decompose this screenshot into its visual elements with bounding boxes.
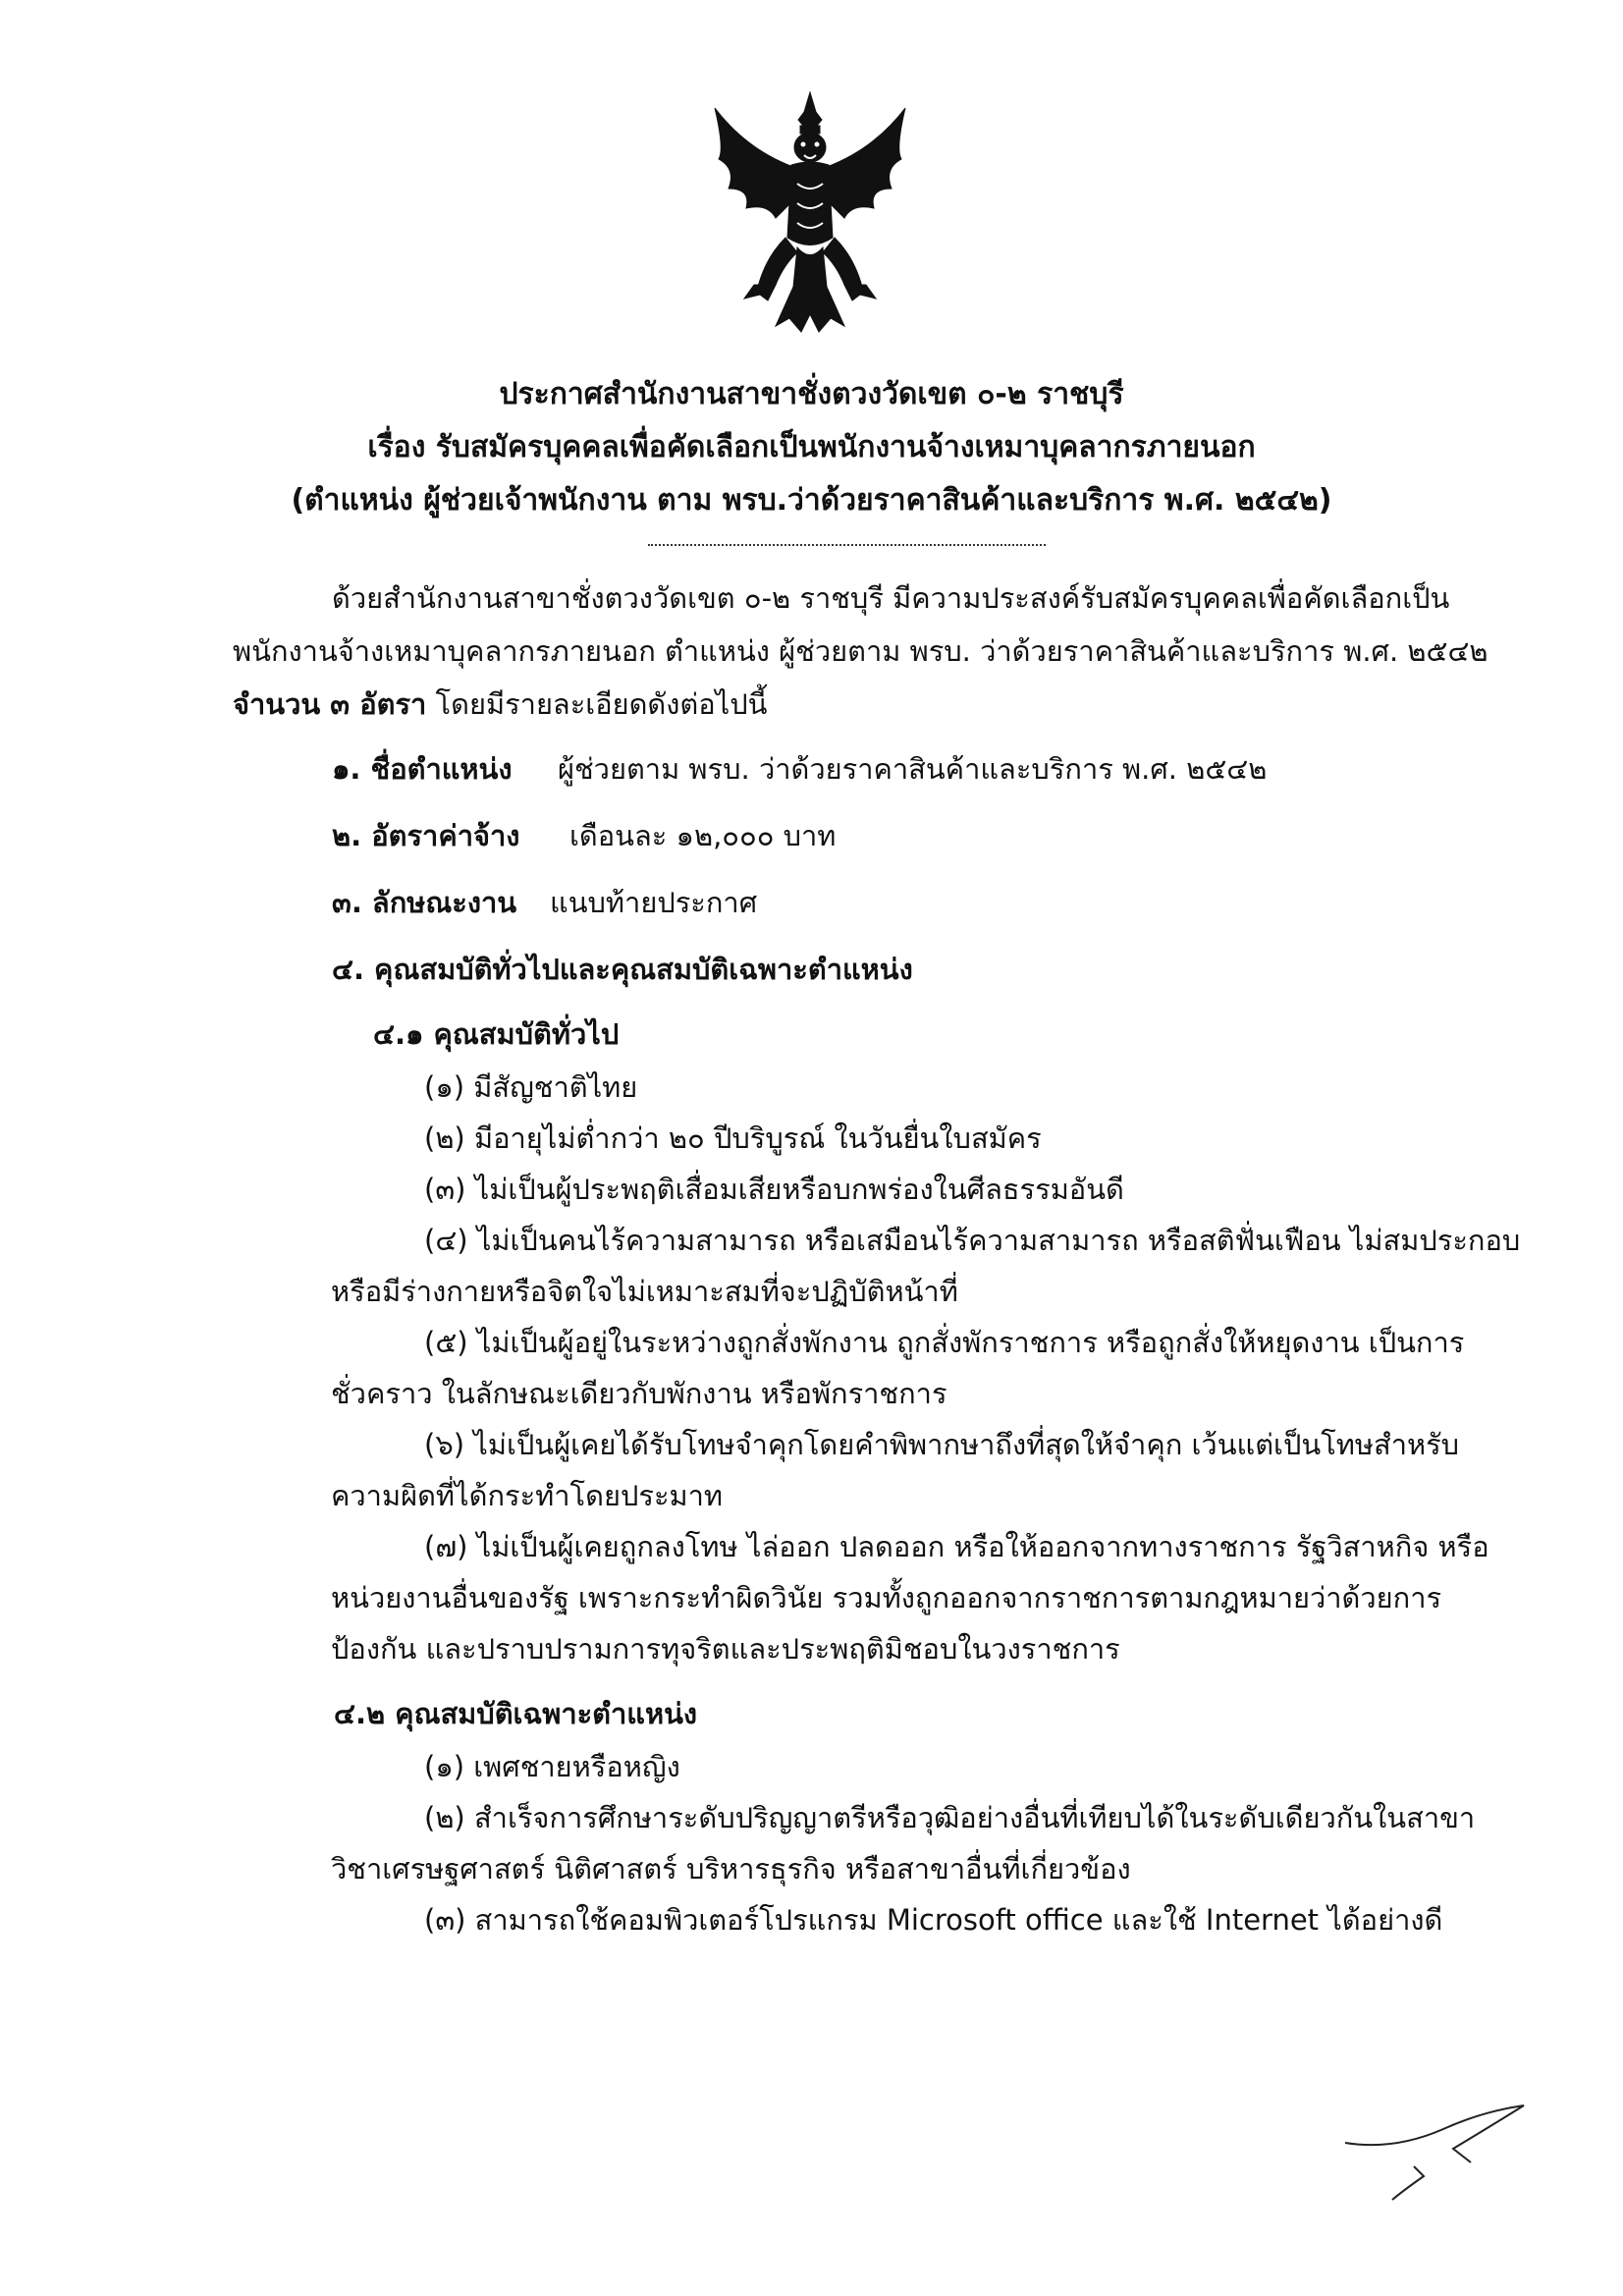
intro-line-1: ด้วยสำนักงานสาขาชั่งตวงวัดเขต ๐-๒ ราชบุรี มีความประสงค์รับสมัครบุคคลเพื่อคัดเลือกเป็น [332,581,1450,615]
general-item-1: (๑) มีสัญชาติไทย [424,1070,638,1104]
general-item-6-line-1: (๖) ไม่เป็นผู้เคยได้รับโทษจำคุกโดยคำพิพากษาถึงที่สุดให้จำคุก เว้นแต่เป็นโทษสำหรับ [424,1428,1460,1461]
general-item-5-line-1: (๕) ไม่เป็นผู้อยู่ในระหว่างถูกสั่งพักงาน ถูกสั่งพักราชการ หรือถูกสั่งให้หยุดงาน เป็นการ [424,1326,1465,1359]
announcement-title: ประกาศสำนักงานสาขาชั่งตวงวัดเขต ๐-๒ ราชบุรี [499,377,1124,411]
section-1-value: ผู้ช่วยตาม พรบ. ว่าด้วยราคาสินค้าและบริการ พ.ศ. ๒๕๔๒ [558,752,1268,786]
general-item-6-line-2: ความผิดที่ได้กระทำโดยประมาท [331,1479,724,1512]
general-item-7-line-3: ป้องกัน และปราบปรามการทุจริตและประพฤติมิชอบในวงราชการ [331,1632,1120,1666]
section-2-value: เดือนละ ๑๒,๐๐๐ บาท [569,819,837,852]
garuda-emblem [707,90,913,336]
announcement-subject: เรื่อง รับสมัครบุคคลเพื่อคัดเลือกเป็นพนักงานจ้างเหมาบุคลากรภายนอก [367,430,1256,465]
general-item-7-line-2: หน่วยงานอื่นของรัฐ เพราะกระทำผิดวินัย รวมทั้งถูกออกจากราชการตามกฎหมายว่าด้วยการ [331,1581,1442,1614]
title-divider [648,544,1046,546]
section-4-label: ๔. คุณสมบัติทั่วไปและคุณสมบัติเฉพาะตำแหน่ง [332,953,913,986]
general-item-3: (๓) ไม่เป็นผู้ประพฤติเสื่อมเสียหรือบกพร่องในศีลธรรมอันดี [424,1173,1124,1206]
general-item-5-line-2: ชั่วคราว ในลักษณะเดียวกับพักงาน หรือพักราชการ [331,1377,947,1410]
specific-item-1: (๑) เพศชายหรือหญิง [424,1750,680,1783]
intro-line-2: พนักงานจ้างเหมาบุคลากรภายนอก ตำแหน่ง ผู้ช่วยตาม พรบ. ว่าด้วยราคาสินค้าและบริการ พ.ศ. ๒๕๔๒ [233,634,1488,668]
general-qualifications-title: ๔.๑ คุณสมบัติทั่วไป [373,1017,620,1051]
general-item-7-line-1: (๗) ไม่เป็นผู้เคยถูกลงโทษ ไล่ออก ปลดออก หรือให้ออกจากทางราชการ รัฐวิสาหกิจ หรือ [424,1530,1489,1563]
specific-item-2-line-1: (๒) สำเร็จการศึกษาระดับปริญญาตรีหรือวุฒิอย่างอื่นที่เทียบได้ในระดับเดียวกันในสาขา [424,1801,1476,1834]
section-2-label: ๒. อัตราค่าจ้าง [332,819,520,852]
specific-item-2-line-2: วิชาเศรษฐศาสตร์ นิติศาสตร์ บริหารธุรกิจ หรือสาขาอื่นที่เกี่ยวข้อง [331,1852,1131,1886]
intro-line-3 [233,682,768,727]
specific-qualifications-title: ๔.๒ คุณสมบัติเฉพาะตำแหน่ง [334,1697,698,1730]
general-item-4-line-2: หรือมีร่างกายหรือจิตใจไม่เหมาะสมที่จะปฏิบัติหน้าที่ [331,1275,958,1308]
general-item-4-line-1: (๔) ไม่เป็นคนไร้ความสามารถ หรือเสมือนไร้ความสามารถ หรือสติฟั่นเฟือน ไม่สมประกอบ [424,1224,1521,1257]
specific-item-3: (๓) สามารถใช้คอมพิวเตอร์โปรแกรม Microsoft office และใช้ Internet ได้อย่างดี [424,1903,1443,1937]
announcement-position: (ตำแหน่ง ผู้ช่วยเจ้าพนักงาน ตาม พรบ.ว่าด้วยราคาสินค้าและบริการ พ.ศ. ๒๕๔๒) [291,483,1332,518]
handwritten-signature [1335,2082,1551,2219]
general-item-2: (๒) มีอายุไม่ต่ำกว่า ๒๐ ปีบริบูรณ์ ในวันยื่นใบสมัคร [424,1121,1042,1155]
section-1-label: ๑. ชื่อตำแหน่ง [332,752,513,786]
position-count: จำนวน ๓ อัตรา [233,687,427,721]
section-3-value: แนบท้ายประกาศ [550,886,758,919]
section-3-label: ๓. ลักษณะงาน [332,886,517,919]
intro-line-3-rest: โดยมีรายละเอียดดังต่อไปนี้ [426,687,768,721]
